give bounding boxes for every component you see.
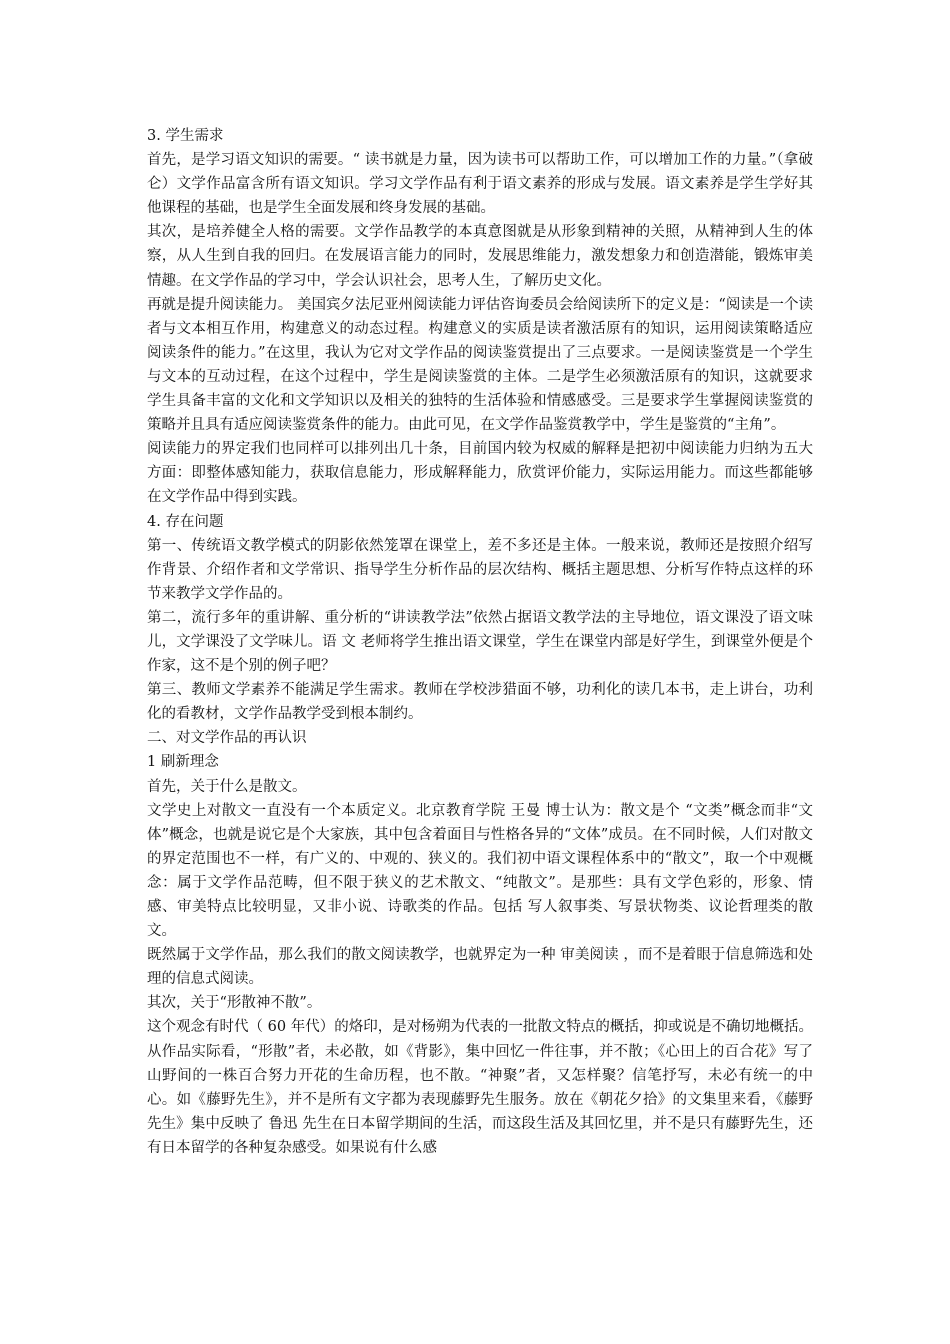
paragraph: 第二，流行多年的重讲解、重分析的“讲读教学法”依然占据语文教学法的主导地位，语文课没了语文味儿，文学课没了文学味儿。语 文 老师将学生推出语文课堂，学生在课堂内部是好学生，到课堂外便是个作家，这不是个别的例子吧？ <box>147 609 813 675</box>
section-heading-existing-problems: 4. 存在问题 <box>147 513 224 530</box>
paragraph: 首先，是学习语文知识的需要。“ 读书就是力量，因为读书可以帮助工作，可以增加工作的力量。”（拿破仑）文学作品富含所有语文知识。学习文学作品有利于语文素养的形成与发展。语文素养是学生学好其他课程的基础，也是学生全面发展和终身发展的基础。 <box>147 152 813 217</box>
paragraph: 再就是提升阅读能力。 美国宾夕法尼亚州阅读能力评估咨询委员会给阅读所下的定义是：“阅读是一个读者与文本相互作用，构建意义的动态过程。构建意义的实质是读者激活原有的知识，运用阅读策略适应阅读条件的能力。”在这里，我认为它对文学作品的阅读鉴赏提出了三点要求。一是阅读鉴赏是一个学生与文本的互动过程，在这个过程中，学生是阅读鉴赏的主体。二是学生必须激活原有的知识，这就要求学生具备丰富的文化和文学知识以及相关的独特的生活体验和情感感受。三是要求学生掌握阅读鉴赏的策略并且具有适应阅读鉴赏条件的能力。由此可见，在文学作品鉴赏教学中，学生是鉴赏的“主角”。 <box>147 296 813 434</box>
section-heading-student-needs: 3. 学生需求 <box>147 128 224 144</box>
paragraph: 这个观念有时代（ 60 年代）的烙印，是对杨朔为代表的一批散文特点的概括，抑或说是不确切地概括。从作品实际看，“形散”者，未必散，如《背影》，集中回忆一件往事，并不散；《心田上的百合花》写了山野间的一株百合努力开花的生命历程，也不散。“神聚”者，又怎样聚？信笔抒写，未必有统一的中心。如《藤野先生》，并不是所有文字都为表现藤野先生服务。放在《朝花夕拾》的文集里来看，《藤野先生》集中反映了 鲁迅 先生在日本留学期间的生活，而这段生活及其回忆里，并不是只有藤野先生，还有日本留学的各种复杂感受。如果说有什么感 <box>147 1019 813 1156</box>
chapter-heading-rethinking-literature: 二、对文学作品的再认识 <box>147 730 307 747</box>
paragraph: 第三、教师文学素养不能满足学生需求。教师在学校涉猎面不够，功利化的读几本书，走上讲台，功利化的看教材，文学作品教学受到根本制约。 <box>147 682 813 723</box>
paragraph: 首先，关于什么是散文。 <box>147 778 307 795</box>
paragraph: 阅读能力的界定我们也同样可以排列出几十条，目前国内较为权威的解释是把初中阅读能力归纳为五大方面：即整体感知能力，获取信息能力，形成解释能力，欣赏评价能力，实际运用能力。而这些都能够在文学作品中得到实践。 <box>147 441 813 506</box>
paragraph: 其次，关于“形散神不散”。 <box>147 995 322 1012</box>
section-heading-refresh-concepts: 1 刷新理念 <box>147 754 219 771</box>
paragraph: 既然属于文学作品，那么我们的散文阅读教学，也就界定为一种 审美阅读 ，而不是着眼于信息筛选和处理的信息式阅读。 <box>147 947 813 988</box>
document-page <box>147 124 813 1160</box>
paragraph: 文学史上对散文一直没有一个本质定义。北京教育学院 王曼 博士认为：散文是个 “文类”概念而非“文体”概念，也就是说它是个大家族，其中包含着面目与性格各异的“文体”成员。在不同时候，人们对散文的界定范围也不一样，有广义的、中观的、狭义的。我们初中语文课程体系中的“散文”，取一个中观概念：属于文学作品范畴，但不限于狭义的艺术散文、“纯散文”。是那些：具有文学色彩的，形象、情感、审美特点比较明显，又非小说、诗歌类的作品。包括 写人叙事类、写景状物类、议论哲理类的散文。 <box>147 802 813 940</box>
paragraph: 第一、传统语文教学模式的阴影依然笼罩在课堂上，差不多还是主体。一般来说，教师还是按照介绍写作背景、介绍作者和文学常识、指导学生分析作品的层次结构、概括主题思想、分析写作特点这样的环节来教学文学作品的。 <box>147 537 813 602</box>
paragraph: 其次，是培养健全人格的需要。文学作品教学的本真意图就是从形象到精神的关照，从精神到人生的体察，从人生到自我的回归。在发展语言能力的同时，发展思维能力，激发想象力和创造潜能，锻炼审美情趣。在文学作品的学习中，学会认识社会，思考人生，了解历史文化。 <box>147 224 813 289</box>
